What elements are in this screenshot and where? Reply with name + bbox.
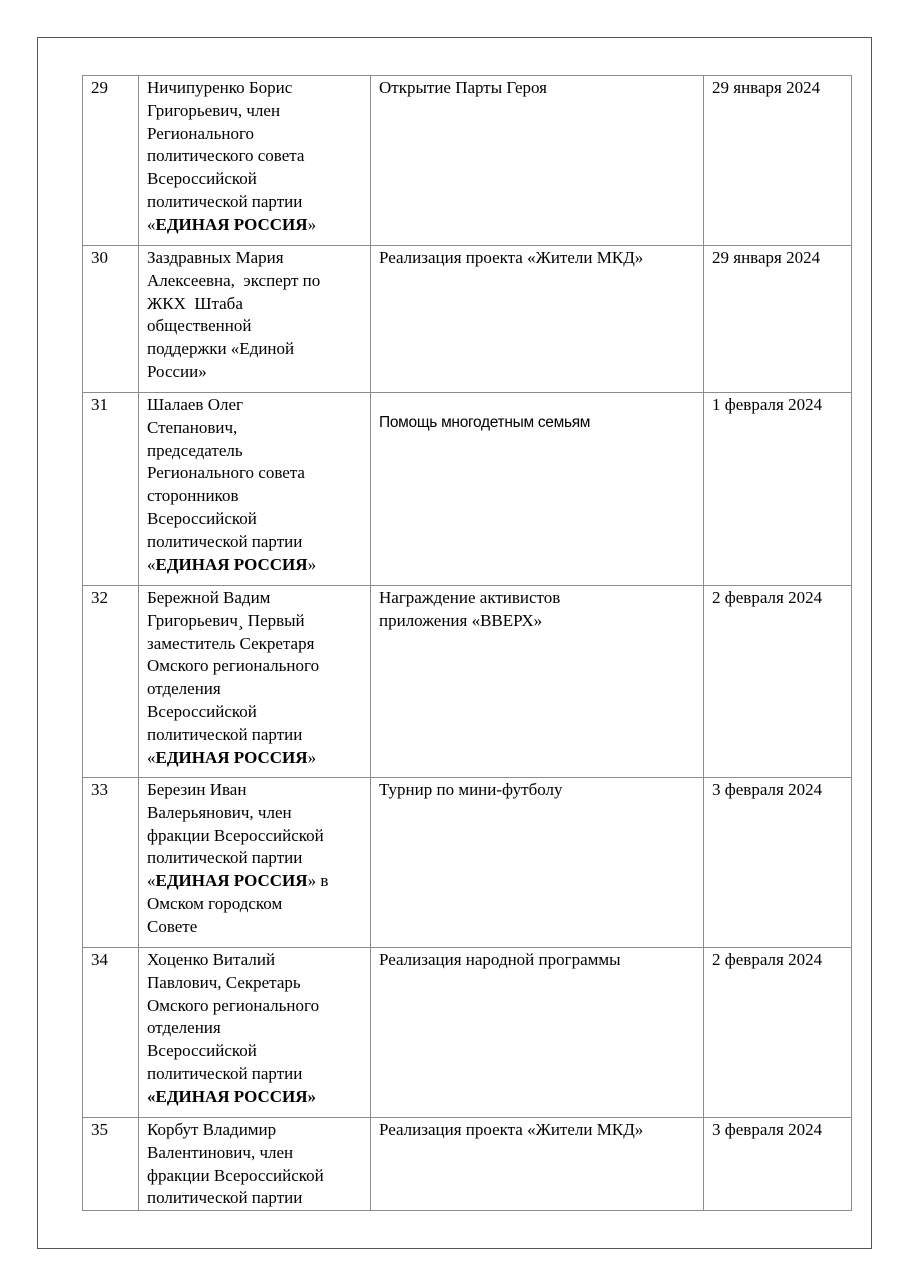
party-line bbox=[147, 214, 362, 237]
table-row bbox=[83, 1118, 852, 1211]
event-cell bbox=[371, 393, 704, 586]
quote-close: » bbox=[307, 554, 317, 574]
party-name: ЕДИНАЯ РОССИЯ bbox=[155, 554, 308, 574]
person-cell bbox=[139, 778, 371, 948]
event-cell: Реализация проекта «Жители МКД» bbox=[371, 246, 704, 393]
person-line: фракции Всероссийской bbox=[147, 1165, 324, 1185]
person-line: общественной bbox=[147, 316, 252, 336]
row-number: 30 bbox=[83, 246, 139, 393]
person-line: Березин Иван bbox=[147, 780, 247, 799]
person-line: Степанович, bbox=[147, 417, 238, 437]
event-text: Помощь многодетным семьям bbox=[379, 414, 591, 431]
person-line: Алексеевна, эксперт по bbox=[147, 270, 321, 290]
quote-close: » bbox=[307, 747, 317, 767]
row-number: 34 bbox=[83, 948, 139, 1118]
party-name: «ЕДИНАЯ РОССИЯ» bbox=[147, 1086, 317, 1106]
person-line: Всероссийской bbox=[147, 508, 257, 528]
person-cell bbox=[139, 393, 371, 586]
party-tail: в bbox=[316, 871, 329, 891]
person-cell bbox=[139, 586, 371, 778]
person-line: отделения bbox=[147, 1018, 221, 1038]
event-cell: Реализация народной программы bbox=[371, 948, 704, 1118]
person-line: Корбут Владимир bbox=[147, 1120, 277, 1139]
person-line: Регионального совета bbox=[147, 463, 305, 483]
person-line: Григорьевич, член bbox=[147, 100, 281, 120]
row-number: 33 bbox=[83, 778, 139, 948]
party-line bbox=[147, 554, 362, 577]
person-line: сторонников bbox=[147, 486, 239, 506]
person-line: Бережной Вадим bbox=[147, 588, 271, 607]
person-line: поддержки «Единой bbox=[147, 339, 295, 359]
person-line: Всероссийской bbox=[147, 701, 257, 721]
row-number: 32 bbox=[83, 586, 139, 778]
quote-open: « bbox=[147, 871, 156, 891]
person-line: заместитель Секретаря bbox=[147, 633, 315, 653]
table-row bbox=[83, 76, 852, 246]
date-cell: 3 февраля 2024 bbox=[704, 1118, 852, 1211]
person-line: Омского регионального bbox=[147, 995, 320, 1015]
row-number: 29 bbox=[83, 76, 139, 246]
table-row bbox=[83, 393, 852, 586]
quote-open: « bbox=[147, 747, 156, 767]
person-cell bbox=[139, 246, 371, 393]
party-name: ЕДИНАЯ РОССИЯ bbox=[155, 747, 308, 767]
party-line bbox=[147, 747, 362, 770]
person-line: Григорьевич¸ Первый bbox=[147, 610, 305, 630]
person-line: политической партии bbox=[147, 848, 303, 868]
person-line: Заздравных Мария bbox=[147, 248, 284, 267]
person-line: Омском городском bbox=[147, 893, 283, 913]
table-row bbox=[83, 778, 852, 948]
date-cell: 29 января 2024 bbox=[704, 76, 852, 246]
table-row bbox=[83, 948, 852, 1118]
event-cell bbox=[371, 586, 704, 778]
quote-close: » bbox=[307, 214, 317, 234]
person-line: политической партии bbox=[147, 1063, 303, 1083]
row-number: 35 bbox=[83, 1118, 139, 1211]
table-row bbox=[83, 586, 852, 778]
date-cell: 3 февраля 2024 bbox=[704, 778, 852, 948]
events-table bbox=[82, 75, 852, 1211]
person-line: политической партии bbox=[147, 1188, 303, 1208]
person-line: политической партии bbox=[147, 191, 303, 211]
quote-close: » bbox=[307, 871, 317, 891]
person-line: отделения bbox=[147, 679, 221, 699]
row-number: 31 bbox=[83, 393, 139, 586]
event-cell: Турнир по мини-футболу bbox=[371, 778, 704, 948]
person-line: Валерьянович, член bbox=[147, 802, 292, 822]
party-name: ЕДИНАЯ РОССИЯ bbox=[155, 214, 308, 234]
date-cell: 2 февраля 2024 bbox=[704, 586, 852, 778]
quote-open: « bbox=[147, 214, 156, 234]
event-line: Награждение активистов bbox=[379, 588, 561, 607]
person-line: ЖКХ Штаба bbox=[147, 293, 243, 313]
person-line: Всероссийской bbox=[147, 1041, 257, 1061]
person-cell bbox=[139, 948, 371, 1118]
person-line: Ничипуренко Борис bbox=[147, 78, 293, 97]
person-line: политического совета bbox=[147, 146, 305, 166]
person-line: Регионального bbox=[147, 123, 255, 143]
person-line: Всероссийской bbox=[147, 169, 257, 189]
person-line: России» bbox=[147, 361, 207, 381]
table-row bbox=[83, 246, 852, 393]
quote-open: « bbox=[147, 554, 156, 574]
person-cell bbox=[139, 1118, 371, 1211]
person-line: политической партии bbox=[147, 531, 303, 551]
event-cell: Открытие Парты Героя bbox=[371, 76, 704, 246]
person-line: Павлович, Секретарь bbox=[147, 972, 301, 992]
person-line: Шалаев Олег bbox=[147, 395, 243, 414]
date-cell: 2 февраля 2024 bbox=[704, 948, 852, 1118]
person-cell bbox=[139, 76, 371, 246]
person-line: фракции Всероссийской bbox=[147, 825, 324, 845]
date-cell: 1 февраля 2024 bbox=[704, 393, 852, 586]
person-line: Совете bbox=[147, 916, 198, 936]
person-line: Омского регионального bbox=[147, 656, 320, 676]
event-cell: Реализация проекта «Жители МКД» bbox=[371, 1118, 704, 1211]
event-line: приложения «ВВЕРХ» bbox=[379, 610, 543, 630]
party-name: ЕДИНАЯ РОССИЯ bbox=[155, 871, 308, 891]
person-line: Валентинович, член bbox=[147, 1142, 294, 1162]
person-line: политической партии bbox=[147, 724, 303, 744]
person-line: Хоценко Виталий bbox=[147, 950, 276, 969]
date-cell: 29 января 2024 bbox=[704, 246, 852, 393]
party-line bbox=[147, 870, 362, 893]
person-line: председатель bbox=[147, 440, 243, 460]
